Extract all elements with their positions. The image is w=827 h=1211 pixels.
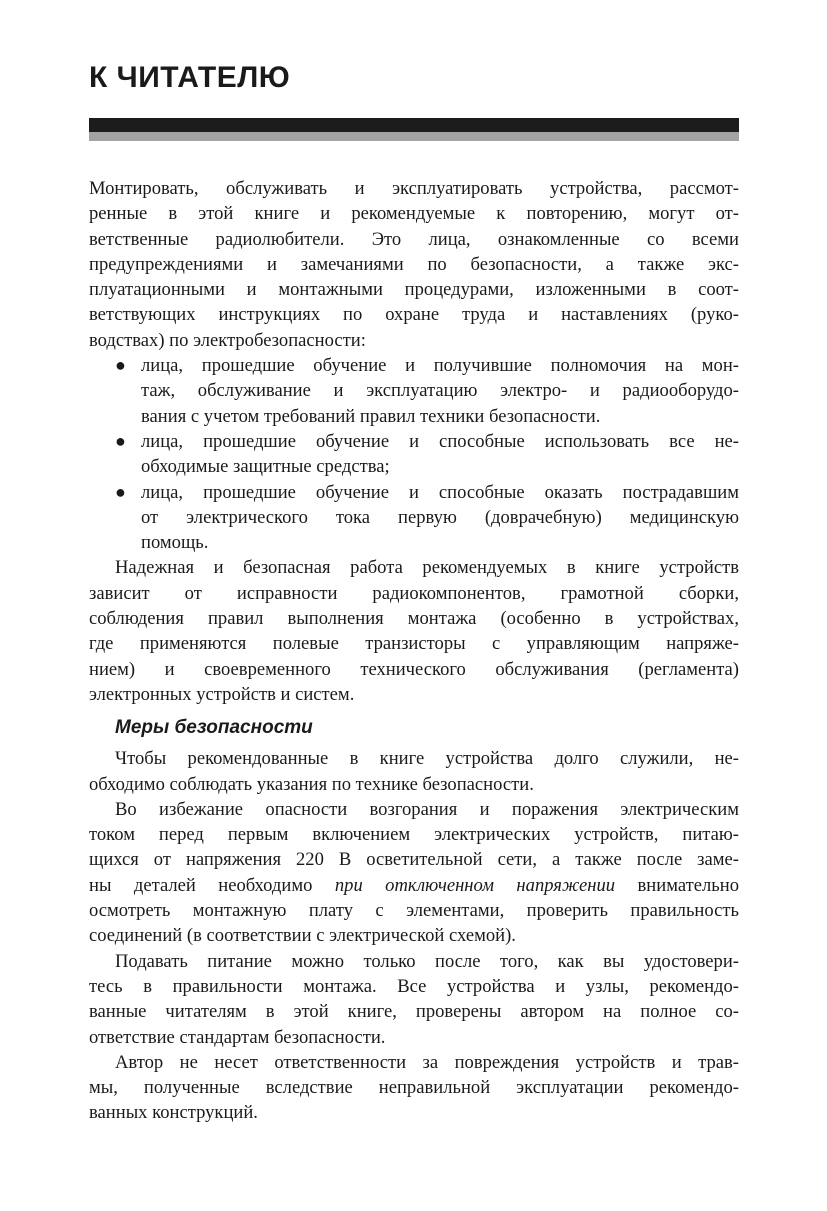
list-item — [89, 429, 739, 480]
section-heading: Меры безопасности — [115, 717, 313, 739]
text-line: осмотреть монтажную плату с элементами, проверить правильность — [89, 900, 739, 922]
text-line — [89, 873, 739, 898]
text-line: Чтобы рекомендованные в книге устройства долго служили, не- — [115, 748, 739, 770]
safety-paragraph-1 — [89, 746, 739, 797]
list-item — [89, 480, 739, 556]
intro-paragraph — [89, 176, 739, 353]
chapter-title: К ЧИТАТЕЛЮ — [89, 61, 291, 94]
safety-paragraph-4 — [89, 1050, 739, 1126]
text-line: лица, прошедшие обучение и способные оказать пострадавшим — [141, 481, 739, 503]
text-line: от электрического тока первую (доврачебную) медицинскую — [141, 506, 739, 528]
text-line: Монтировать, обслуживать и эксплуатировать устройства, рассмот- — [89, 178, 739, 199]
text-line: Надежная и безопасная работа рекомендуемых в книге устройств — [115, 557, 739, 579]
text-line: тесь в правильности монтажа. Все устройства и узлы, рекомендо- — [89, 975, 739, 997]
text-line: где применяются полевые транзисторы с управляющим напряже- — [89, 633, 739, 655]
qualified-persons-list — [89, 353, 739, 555]
bullet-icon: ● — [115, 430, 126, 451]
text-line: ванных конструкций. — [89, 1102, 258, 1124]
text-segment: ны деталей необходимо — [89, 874, 335, 896]
reliability-paragraph — [89, 555, 739, 707]
text-line: помощь. — [141, 532, 209, 554]
text-line: ветственные радиолюбители. Это лица, ознакомленные со всеми — [89, 228, 739, 250]
text-line: соединений (в соответствии с электрической схемой). — [89, 925, 516, 947]
text-line: предупреждениями и замечаниями по безопасности, а также экс- — [89, 253, 739, 275]
text-line: ванные читателям в этой книге, проверены автором на полное со- — [89, 1001, 739, 1023]
text-line: электронных устройств и систем. — [89, 683, 355, 705]
title-rule-light — [89, 132, 739, 141]
text-line: плуатационными и монтажными процедурами, изложенными в соот- — [89, 279, 739, 301]
text-line: таж, обслуживание и эксплуатацию электро- и радиооборудо- — [141, 380, 739, 402]
text-line: Подавать питание можно только после того, как вы удостовери- — [115, 950, 739, 972]
text-segment: внимательно — [615, 874, 739, 896]
list-item — [89, 353, 739, 429]
bullet-icon: ● — [115, 355, 126, 376]
bullet-icon: ● — [115, 481, 126, 502]
emphasis-text: при отключенном напряжении — [334, 874, 616, 896]
title-rule-dark — [89, 118, 739, 132]
text-line: лица, прошедшие обучение и способные использовать все не- — [141, 430, 739, 452]
text-line: Автор не несет ответственности за повреждения устройств и трав- — [115, 1051, 739, 1073]
text-line: ренные в этой книге и рекомендуемые к повторению, могут от- — [89, 203, 739, 225]
safety-paragraph-3 — [89, 949, 739, 1050]
text-line: вания с учетом требований правил техники безопасности. — [141, 405, 601, 427]
text-line: обходимые защитные средства; — [141, 456, 390, 478]
text-line: щихся от напряжения 220 В осветительной сети, а также после заме- — [89, 849, 739, 871]
text-line: ветствующих инструкциях по охране труда и наставлениях (руко- — [89, 304, 739, 326]
text-line: нием) и своевременного технического обслуживания (регламента) — [89, 658, 739, 680]
text-line: водствах) по электробезопасности: — [89, 329, 366, 351]
text-line: зависит от исправности радиокомпонентов, грамотной сборки, — [89, 582, 739, 604]
text-line: мы, полученные вследствие неправильной эксплуатации рекомендо- — [89, 1077, 739, 1099]
text-line: обходимо соблюдать указания по технике безопасности. — [89, 773, 534, 795]
text-line: током перед первым включением электрических устройств, питаю- — [89, 824, 739, 846]
text-line: лица, прошедшие обучение и получившие полномочия на мон- — [141, 355, 739, 377]
text-line: Во избежание опасности возгорания и поражения электрическим — [115, 798, 739, 820]
text-line: ответствие стандартам безопасности. — [89, 1026, 386, 1048]
text-line: соблюдения правил выполнения монтажа (особенно в устройствах, — [89, 608, 739, 630]
body-text — [89, 176, 739, 1126]
safety-paragraph-2 — [89, 797, 739, 949]
